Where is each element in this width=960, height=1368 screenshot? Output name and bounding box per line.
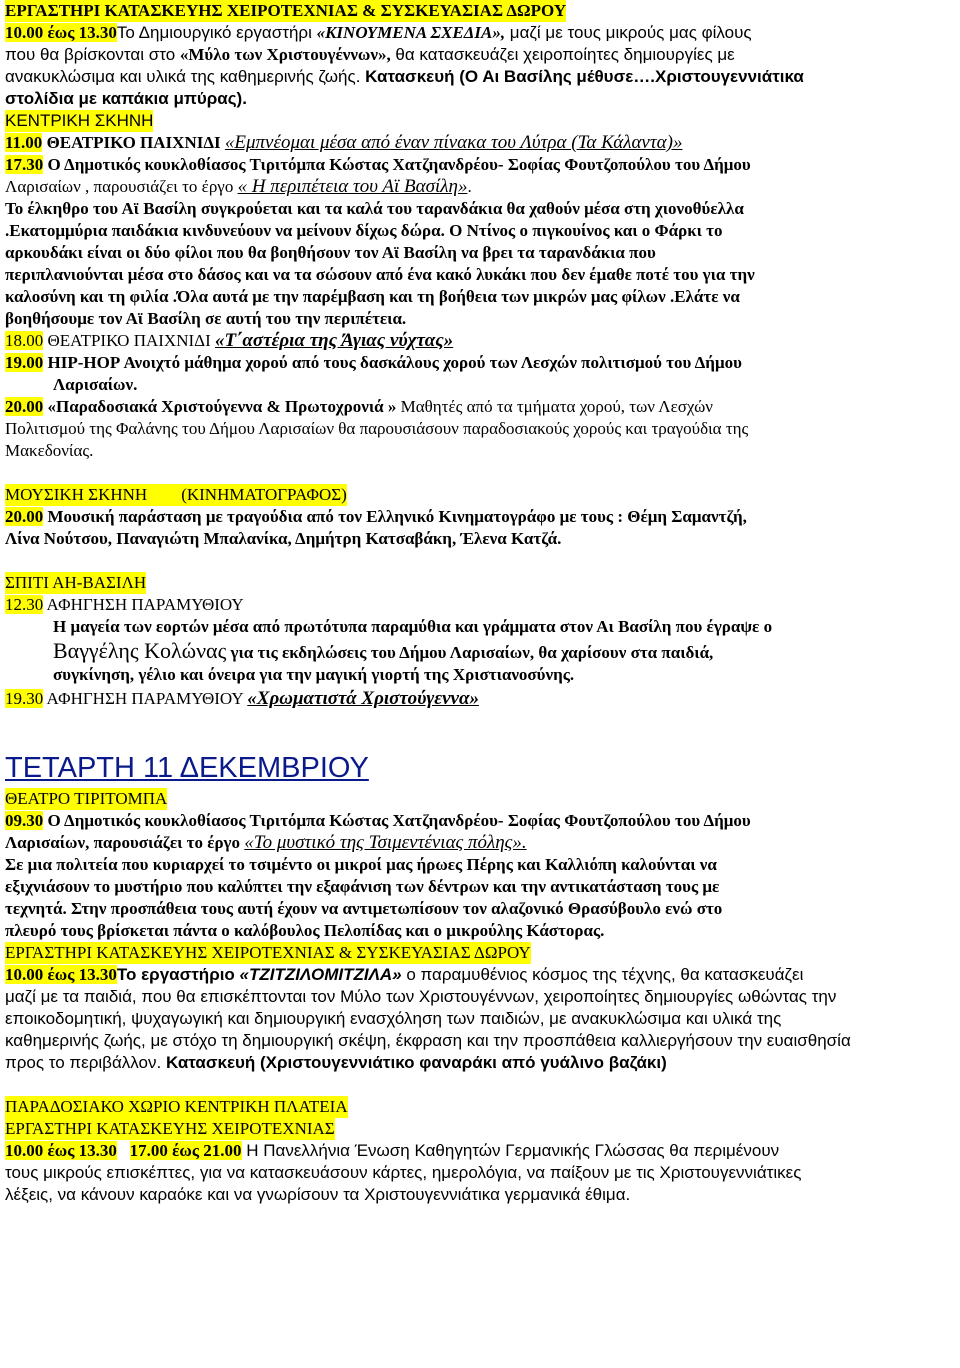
event-20-00-line-1 xyxy=(5,396,713,418)
place-name: «Μύλο των Χριστουγέννων», xyxy=(179,45,391,64)
village-line-3: λέξεις, να κάνουν καραόκε και να γνωρίσουν τα Χριστουγεννιάτικα γερμανικά έθιμα. xyxy=(5,1185,631,1204)
workshop-intro-line-4: στολίδια με καπάκια μπύρας). xyxy=(5,89,247,108)
story-desc-1: Η μαγεία των εορτών μέσα από πρωτότυπα παραμύθια και γράμματα στον Αι Βασίλη που έγραψε ο xyxy=(53,617,773,636)
event-18-00 xyxy=(5,330,453,352)
music-stage-heading xyxy=(5,484,347,506)
event-title: «Παραδοσιακά Χριστούγεννα & Πρωτοχρονιά » xyxy=(47,397,397,416)
event-title: «Το μυστικό της Τσιμεντένιας πόλης». xyxy=(244,832,527,853)
text: ΑΦΗΓΗΣΗ ΠΑΡΑΜΥΘΙΟΥ xyxy=(43,689,248,708)
workshop-title: «ΚΙΝΟΥΜΕΝΑ ΣΧΕΔΙΑ», xyxy=(316,23,506,42)
village-workshop-heading: ΕΡΓΑΣΤΗΡΙ ΚΑΤΑΣΚΕΥΗΣ ΧΕΙΡΟΤΕΧΝΙΑΣ xyxy=(5,1119,335,1138)
event-19-00-line-2: Λαρισαίων. xyxy=(53,375,138,394)
text: προς το περιβάλλον. xyxy=(5,1053,166,1072)
workshop2-heading: ΕΡΓΑΣΤΗΡΙ ΚΑΤΑΣΚΕΥΗΣ ΧΕΙΡΟΤΕΧΝΙΑΣ & ΣΥΣΚΕΥΑΣΙΑΣ ΔΩΡΟΥ xyxy=(5,943,531,962)
text: .Εκατομμύρια παιδάκια κινδυνεύουν να μείνουν δίχως δώρα. xyxy=(5,221,450,240)
village-line-1 xyxy=(5,1140,779,1162)
text: ΘΕΑΤΡΙΚΟ ΠΑΙΧΝΙΔΙ xyxy=(42,133,225,152)
workshop2-line-4: καθημερινής ζωής, με στόχο τη δημιουργική σκέψη, έκφραση και την προσπάθεια καλλιεργήσουν την ευαισθησία xyxy=(5,1031,851,1050)
theatre-event-line-1 xyxy=(5,810,751,832)
text: ΘΕΑΤΡΙΚΟ ΠΑΙΧΝΙΔΙ xyxy=(43,331,215,350)
time-label: 09.30 xyxy=(5,811,44,830)
time-label: 20.00 xyxy=(5,507,44,526)
text: . xyxy=(467,177,472,196)
author-name: Βαγγέλης Κολώνας xyxy=(53,638,227,663)
workshop2-line-3: εποικοδομητική, ψυχαγωγική και δημιουργική ενασχόληση των παιδιών, με ανακυκλώσιμα και υλικά της xyxy=(5,1009,782,1028)
text: HIP-HOP Ανοιχτό μάθημα χορού από τους δασκάλους χορού των Λεσχών πολιτισμού του Δήμου xyxy=(43,353,742,372)
event-title: «Τ΄αστέρια της Άγιας νύχτας» xyxy=(214,330,454,351)
santa-house-heading: ΣΠΙΤΙ ΑΗ-ΒΑΣΙΛΗ xyxy=(5,573,147,592)
event-desc-2 xyxy=(5,220,723,242)
music-event-line-1 xyxy=(5,506,747,528)
text: Η Πανελλήνια Ένωση Καθηγητών Γερμανικής Γλώσσας θα περιμένουν xyxy=(241,1141,780,1160)
theatre-desc-3: τεχνητά. Στην προσπάθεια τους αυτή έχουν να αντιμετωπίσουν τον αλαζονικό Θρασύβουλο ενώ στο xyxy=(5,899,723,918)
text: ΑΦΗΓΗΣΗ ΠΑΡΑΜΥΘΙΟΥ xyxy=(43,595,244,614)
text: Ο Ντίνος ο πιγκουίνος και ο Φάρκι το xyxy=(449,221,723,240)
theatre-desc-1: Σε μια πολιτεία που κυριαρχεί το τσιμέντο οι μικροί μας ήρωες Πέρης και Καλλιόπη καλούνται να xyxy=(5,855,717,874)
event-title: «Χρωματιστά Χριστούγεννα» xyxy=(247,688,479,709)
story-desc-3: συγκίνηση, γέλιο και όνειρα για την μαγική γιορτή της Χριστιανοσύνης. xyxy=(53,665,575,684)
text: για τις εκδηλώσεις του Δήμου Λαρισαίων, θα χαρίσουν στα παιδιά, xyxy=(226,643,714,662)
event-desc-1: Το έλκηθρο του Αϊ Βασίλη συγκρούεται και τα καλά του ταρανδάκια θα χαθούν μέσα στη χιονοθύελλα xyxy=(5,199,744,218)
time-label: 17.30 xyxy=(5,155,44,174)
story-19-30 xyxy=(5,688,479,710)
time-label: 20.00 xyxy=(5,397,44,416)
event-11-00 xyxy=(5,132,682,154)
text: Λαρισαίων, παρουσιάζει το έργο xyxy=(5,833,245,852)
text: Λαρισαίων , παρουσιάζει το έργο xyxy=(5,177,238,196)
time-label: 19.00 xyxy=(5,353,44,372)
workshop-intro-line-3 xyxy=(5,66,804,88)
text: που θα βρίσκονται στο xyxy=(5,45,180,64)
workshop2-line-5 xyxy=(5,1052,667,1074)
text: (ΚΙΝΗΜΑΤΟΓΡΑΦΟΣ) xyxy=(181,485,347,504)
text: ΜΟΥΣΙΚΗ ΣΚΗΝΗ xyxy=(5,485,148,504)
event-title: «Εμπνέομαι μέσα από έναν πίνακα του Λύτρα (Τα Κάλαντα)» xyxy=(224,132,683,153)
text: θα κατασκευάζει χειροποίητες δημιουργίες με xyxy=(390,45,735,64)
text: Μουσική παράσταση με τραγούδια από τον Ελληνικό Κινηματογράφο με τους : Θέμη Σαμαντζή, xyxy=(43,507,747,526)
workshop2-line-2: μαζί με τα παιδιά, που θα επισκέπτονται τον Μύλο των Χριστουγέννων, χειροποίητες δημιουργίες ωθώντας την xyxy=(5,987,837,1006)
text: ανακυκλώσιμα και υλικά της καθημερινής ζωής. xyxy=(5,67,366,86)
theatre-desc-2: εξιχνιάσουν το μυστήριο που καλύπτει την εξαφάνιση των δέντρων και την αντικατάσταση τους με xyxy=(5,877,720,896)
time-label: 10.00 έως 13.30 xyxy=(5,965,117,984)
time-label: 11.00 xyxy=(5,133,43,152)
theatre-heading: ΘΕΑΤΡΟ ΤΙΡΙΤΟΜΠΑ xyxy=(5,789,168,808)
craft-title: Κατασκευή (Χριστουγεννιάτικο φαναράκι από γυάλινο βαζάκι) xyxy=(165,1053,667,1072)
text: Ο Δημοτικός κουκλοθίασος Τιριτόμπα Κώστας Χατζηανδρέου- Σοφίας Φουτζοπούλου του Δήμου xyxy=(43,155,751,174)
text: ο παραμυθένιος κόσμος της τέχνης, θα κατασκευάζει xyxy=(401,965,804,984)
text: Το Δημιουργικό εργαστήρι xyxy=(116,23,317,42)
time-label: 17.00 έως 21.00 xyxy=(129,1141,242,1160)
day-title: ΤΕΤΑΡΤΗ 11 ΔΕΚΕΜΒΡΙΟΥ xyxy=(5,752,369,784)
theatre-event-line-2 xyxy=(5,832,527,854)
time-label: 19.30 xyxy=(5,689,44,708)
time-label: 10.00 έως 13.30 xyxy=(5,1141,117,1160)
text: Μαθητές από τα τμήματα χορού, των Λεσχών xyxy=(396,397,713,416)
workshop-title: «ΤΖΙΤΖΙΛΟΜΙΤΖΙΛΑ» xyxy=(239,965,402,984)
event-desc-5: καλοσύνη και τη φιλία .Όλα αυτά με την παρέμβαση και τη βοήθεια των μικρών μας φίλων .Ελάτε να xyxy=(5,287,740,306)
text: Το εργαστήριο xyxy=(116,965,240,984)
text: Ο Δημοτικός κουκλοθίασος Τιριτόμπα Κώστας Χατζηανδρέου- Σοφίας Φουτζοπούλου του Δήμου xyxy=(43,811,751,830)
event-desc-3: αρκουδάκι είναι οι δύο φίλοι που θα βοηθήσουν τον Αϊ Βασίλη να βρει τα ταρανδάκια που xyxy=(5,243,656,262)
event-20-00-line-2: Πολιτισμού της Φαλάνης του Δήμου Λαρισαίων θα παρουσιάσουν παραδοσιακούς χορούς και τραγούδια της xyxy=(5,419,749,438)
time-label: 18.00 xyxy=(5,331,44,350)
event-19-00-line-1 xyxy=(5,352,742,374)
event-20-00-line-3: Μακεδονίας. xyxy=(5,441,94,460)
music-event-line-2: Λίνα Νούτσου, Παναγιώτη Μπαλανίκα, Δημήτρη Κατσαβάκη, Έλενα Κατζά. xyxy=(5,529,562,548)
workshop-heading: ΕΡΓΑΣΤΗΡΙ ΚΑΤΑΣΚΕΥΗΣ ΧΕΙΡΟΤΕΧΝΙΑΣ & ΣΥΣΚΕΥΑΣΙΑΣ ΔΩΡΟΥ xyxy=(5,1,567,20)
event-17-30-line-1 xyxy=(5,154,751,176)
story-12-30 xyxy=(5,594,244,616)
workshop-intro-line-2 xyxy=(5,44,735,66)
story-desc-2 xyxy=(53,640,713,664)
event-desc-6: βοηθήσουμε τον Αϊ Βασίλη σε αυτή του την περιπέτεια. xyxy=(5,309,407,328)
event-17-30-line-2 xyxy=(5,176,472,198)
text: μαζί με τους μικρούς μας φίλους xyxy=(505,23,752,42)
main-stage-heading: ΚΕΝΤΡΙΚΗ ΣΚΗΝΗ xyxy=(5,111,154,130)
village-heading: ΠΑΡΑΔΟΣΙΑΚΟ ΧΩΡΙΟ ΚΕΝΤΡΙΚΗ ΠΛΑΤΕΙΑ xyxy=(5,1097,348,1116)
event-desc-4: περιπλανιούνται μέσα στο δάσος και να τα σώσουν από ένα κακό λυκάκι που δεν έμαθε ποτέ του για την xyxy=(5,265,755,284)
event-title: « Η περιπέτεια του Αϊ Βασίλη» xyxy=(237,176,468,197)
workshop-intro-line-1 xyxy=(5,22,752,44)
craft-title: Κατασκευή (Ο Αι Βασίλης μέθυσε….Χριστουγεννιάτικα xyxy=(365,67,804,86)
time-label: 12.30 xyxy=(5,595,44,614)
village-line-2: τους μικρούς επισκέπτες, για να κατασκευάσουν κάρτες, ημερολόγια, να παίξουν με τις Χριστουγεννιάτικες xyxy=(5,1163,802,1182)
time-label: 10.00 έως 13.30 xyxy=(5,23,117,42)
theatre-desc-4: πλευρό τους βρίσκεται πάντα ο καλόβουλος Πελοπίδας και ο μικρούλης Κάστορας. xyxy=(5,921,605,940)
workshop2-line-1 xyxy=(5,964,803,986)
